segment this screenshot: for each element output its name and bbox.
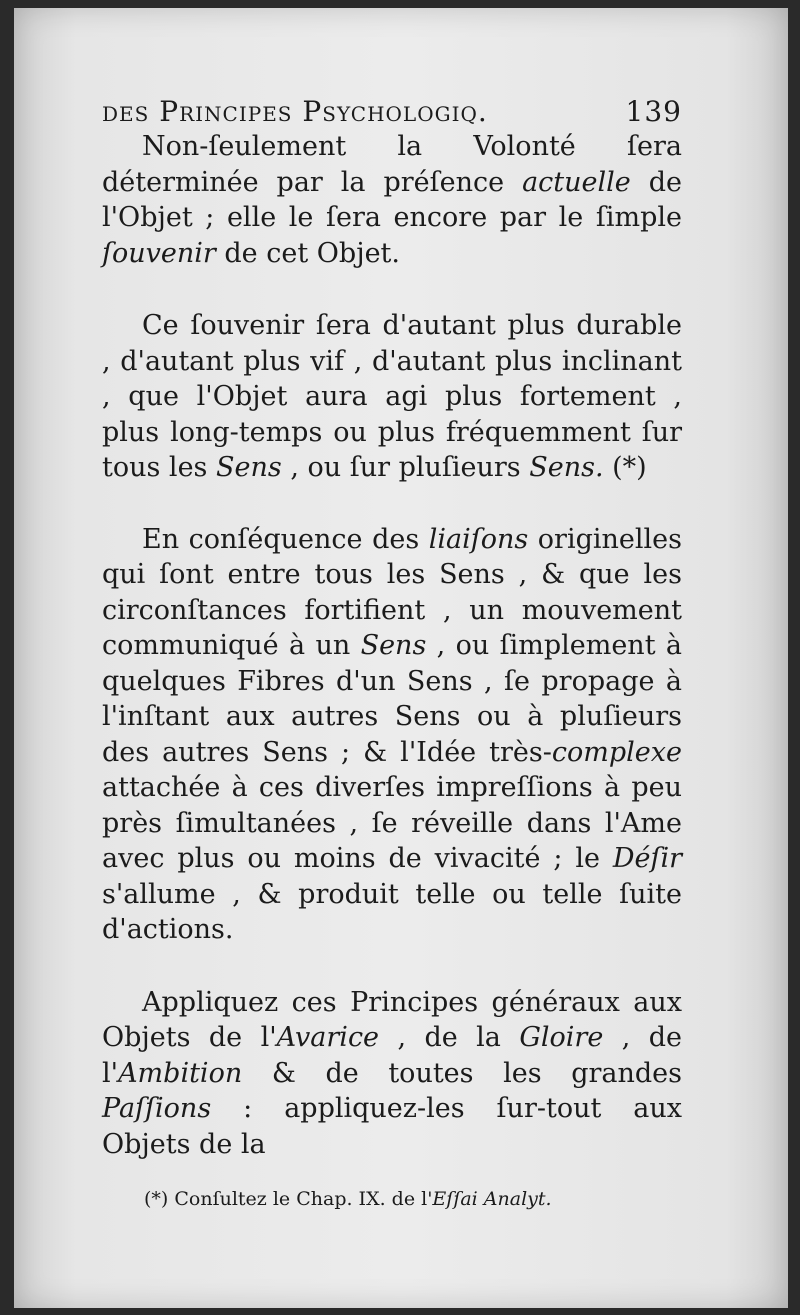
text-run: & de toutes les grandes	[242, 1057, 682, 1089]
text-run: , de la	[379, 1022, 520, 1053]
paragraph-4	[102, 985, 682, 1163]
italic-run: Ambition	[118, 1057, 243, 1089]
page-number: 139	[625, 95, 682, 128]
text-run: attachée à ces diverſes impreſſions à peu près ſimultanées , ſe réveille dans l'Ame avec plus ou moins de vivacité ; le	[102, 772, 682, 874]
text-run: Appliquez ces Principes généraux aux Objets de l'	[102, 986, 682, 1053]
italic-run: Gloire	[519, 1022, 604, 1053]
paragraph-2	[102, 308, 682, 486]
text-run: , de l'	[102, 1022, 682, 1089]
footnote-italic: Eſſai Analyt.	[432, 1188, 552, 1210]
text-run: : appliquez-les ſur-tout aux Objets de la	[102, 1093, 682, 1160]
running-header	[102, 94, 682, 129]
italic-run: Sens.	[529, 452, 604, 483]
italic-run: ſouvenir	[102, 237, 216, 269]
running-title: des Principes Psychologiq.	[102, 95, 488, 128]
text-run: de l'Objet ; elle le ſera encore par le ſimple	[102, 166, 682, 233]
text-run: Ce ſouvenir ſera d'autant plus durable , d'autant plus vif , d'autant plus inclinant , que l'Objet aura agi plus fortement , plus long-temps ou plus fréquemment ſur tous les	[102, 310, 682, 483]
paragraph-3	[102, 522, 682, 948]
text-run: Non-ſeulement la Volonté ſera déterminée par la préſence	[102, 131, 682, 198]
italic-run: Paſſions	[102, 1093, 212, 1124]
text-run: originelles qui ſont entre tous les Sens , & que les circonſtances fortifient , un mouvement communiqué à un	[102, 523, 682, 661]
page-text	[102, 94, 682, 1162]
text-run: s'allume , & produit telle ou telle ſuite d'actions.	[102, 878, 682, 945]
footnote	[144, 1186, 664, 1212]
italic-run: Sens	[360, 630, 427, 661]
paragraph-1	[102, 129, 682, 271]
footnote-marker: (*)	[144, 1188, 169, 1210]
italic-run: Sens	[216, 452, 282, 483]
footnote-text: Conſultez le Chap. IX. de l'	[168, 1188, 433, 1210]
text-run: En conſéquence des	[142, 523, 429, 555]
italic-run: Déſir	[612, 843, 682, 874]
text-run: , ou ſimplement à quelques Fibres d'un Sens , ſe propage à l'inſtant aux autres Sens ou à pluſieurs des autres Sens ; & l'Idée très-	[102, 630, 682, 768]
text-run: de cet Objet.	[215, 237, 400, 269]
italic-run: complexe	[551, 736, 682, 768]
footnote-ref: (*)	[603, 452, 647, 483]
italic-run: Avarice	[276, 1022, 380, 1053]
italic-run: liaiſons	[428, 523, 529, 555]
text-run: , ou ſur pluſieurs	[281, 452, 530, 483]
italic-run: actuelle	[522, 166, 631, 198]
book-page	[14, 8, 788, 1308]
